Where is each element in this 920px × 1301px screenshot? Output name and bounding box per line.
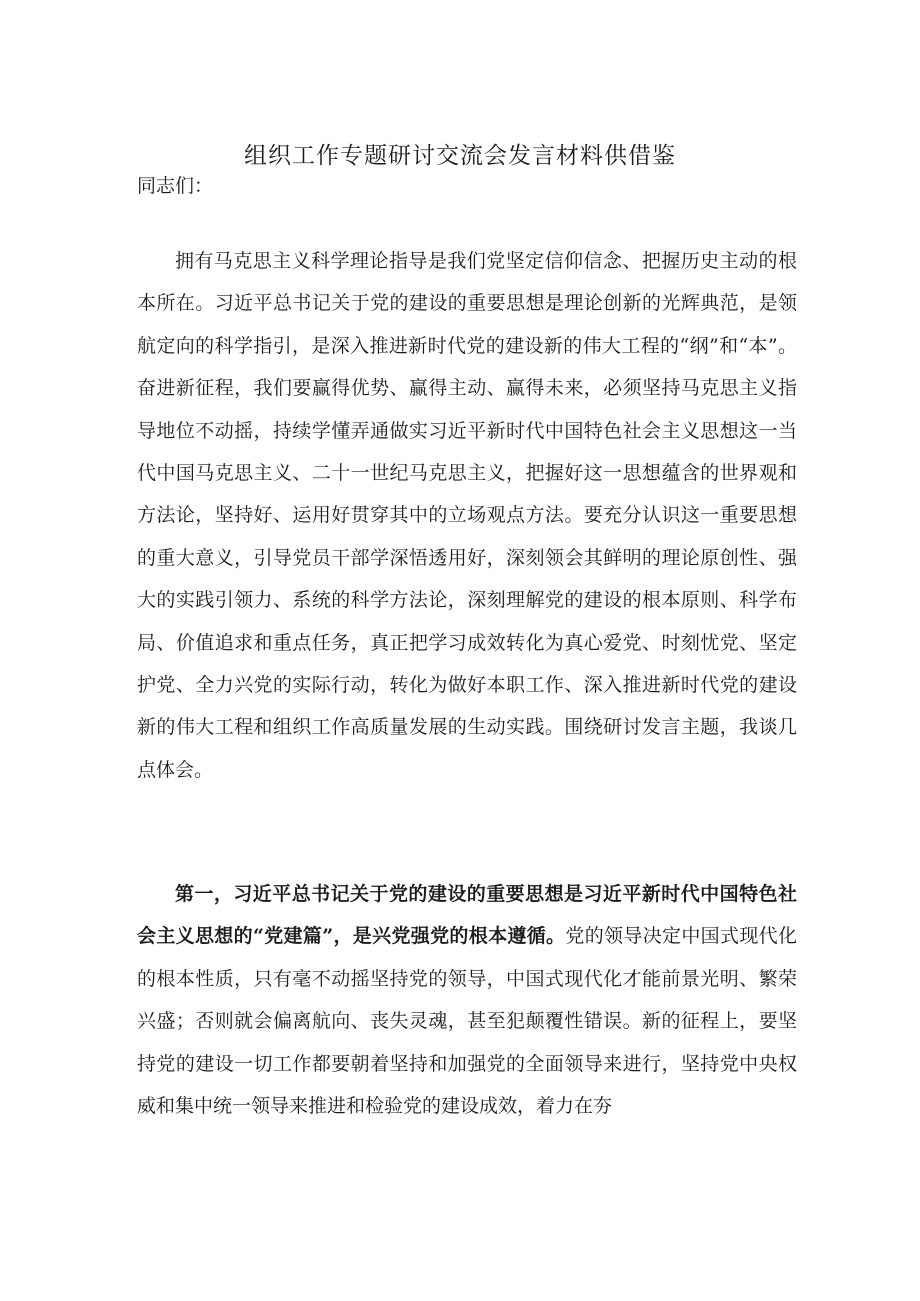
- salutation: 同志们：: [137, 175, 214, 197]
- point-one-heading: 第一，习近平总书记关于党的建设的重要思想是习近平新时代中国特色社会主义思想的“党建篇”，是兴党强党的根本遵循。: [137, 883, 797, 948]
- document-title: 组织工作专题研讨交流会发言材料供借鉴: [244, 143, 676, 169]
- paragraph-intro: 拥有马克思主义科学理论指导是我们党坚定信仰信念、把握历史主动的根本所在。习近平总书记关于党的建设的重要思想是理论创新的光辉典范，是领航定向的科学指引，是深入推进新时代党的建设新的伟大工程的“纲”和“本”。奋进新征程，我们要赢得优势、赢得主动、赢得未来，必须坚持马克思主义指导地位不动摇，持续学懂弄通做实习近平新时代中国特色社会主义思想这一当代中国马克思主义、二十一世纪马克思主义，把握好这一思想蕴含的世界观和方法论，坚持好、运用好贯穿其中的立场观点方法。要充分认识这一重要思想的重大意义，引导党员干部学深悟透用好，深刻领会其鲜明的理论原创性、强大的实践引领力、系统的科学方法论，深刻理解党的建设的根本原则、科学布局、价值追求和重点任务，真正把学习成效转化为真心爱党、时刻忧党、坚定护党、全力兴党的实际行动，转化为做好本职工作、深入推进新时代党的建设新的伟大工程和组织工作高质量发展的生动实践。围绕研讨发言主题，我谈几点体会。: [137, 250, 797, 781]
- point-one-text: 党的领导决定中国式现代化的根本性质，只有毫不动摇坚持党的领导，中国式现代化才能前景光明、繁荣兴盛；否则就会偏离航向、丧失灵魂，甚至犯颠覆性错误。新的征程上，要坚持党的建设一切工作都要朝着坚持和加强党的全面领导来进行，坚持党中央权威和集中统一领导来推进和检验党的建设成效，着力在夯: [137, 925, 797, 1118]
- paragraph-point-one: [137, 873, 797, 1127]
